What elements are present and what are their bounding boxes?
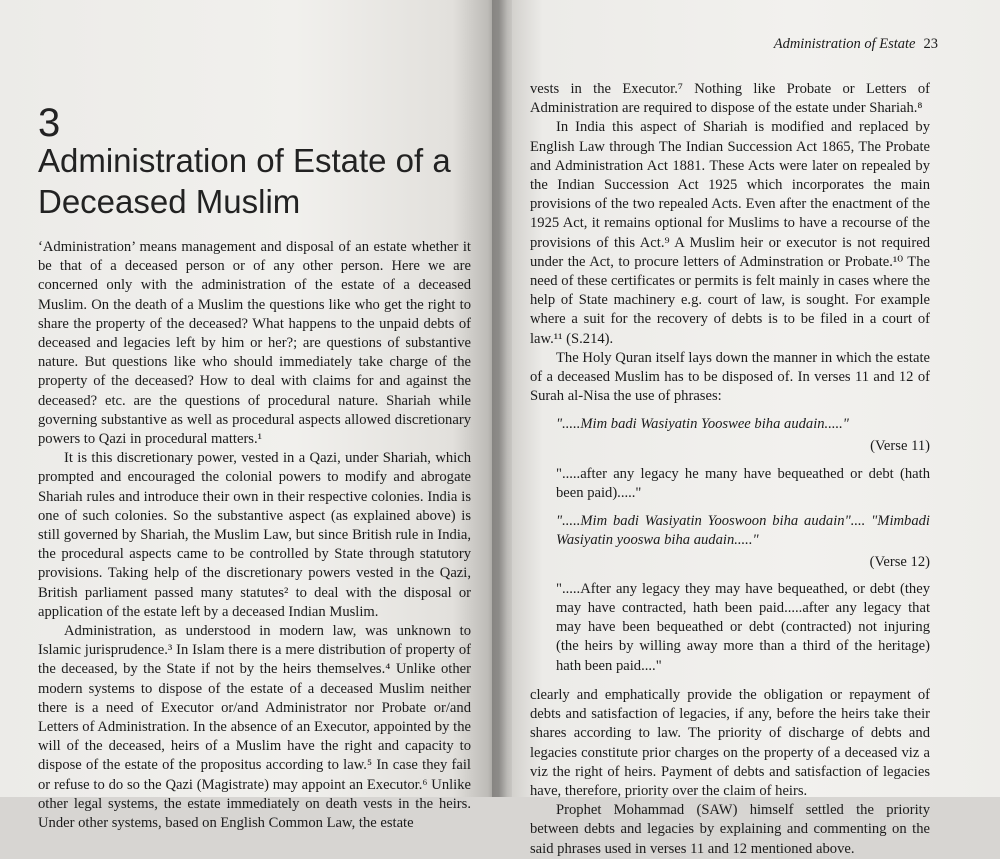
paragraph: Prophet Mohammad (SAW) himself settled the priority between debts and legacies by explaining and commenting on the said phrases used in verses 11 and 12 mentioned above. [530,802,930,857]
running-head-title: Administration of Estate [773,36,916,52]
paragraph: The Holy Quran itself lays down the manner in which the estate of a deceased Muslim has to be disposed of. In verses 11 and 12 of Surah al-Nisa the use of phrases: [530,349,930,405]
running-header [774,36,938,53]
quote-verse-12-arabic: ".....Mim badi Wasiyatin Yooswoon biha audain".... "Mimbadi Wasiyatin yooswa biha audain....." [556,513,930,549]
page-number: 23 [923,36,938,52]
paragraph: ‘Administration’ means management and disposal of an estate whether it be that of a deceased person or of any other person. Here we are concerned only with the administration of the estate of a deceased Muslim. On the death of a Muslim the questions like who get the right to share the property of the deceased? What happens to the unpaid debts of deceased and legacies left by him or her?; are questions of substantive nature. But questions like who should immediately take charge of the property of the deceased? How to deal with claims for and against the deceased? etc. are the questions of procedural nature. Shariah while governing substantive as well as procedural aspects allowed discretionary powers to Qazi in procedural matters.¹ [38,239,471,448]
right-body-text [530,80,930,859]
chapter-title: Administration of Estate of a Deceased Muslim [38,142,451,220]
paragraph: vests in the Executor.⁷ Nothing like Probate or Letters of Administration are required to dispose of the estate under Shariah.⁸ [530,81,930,117]
paragraph: Administration, as understood in modern law, was unknown to Islamic jurisprudence.³ In Islam there is a mere distribution of property of the deceased, by the State if not by the heirs themselves.⁴ Unlike other modern systems to dispose of the estate of a deceased Muslim neither there is a need of Executor or/and Administrator nor Probate or/and Letters of Administration. In the absence of an Executor, appointed by the will of the deceased, heirs of a Muslim have the right and capacity to dispose of the estate of the propositus according to law.⁵ In case they fail or refuse to do so the Qazi (Magistrate) may appoint an Executor.⁶ Unlike other legal systems, the estate immediately on death vests in the heirs. Under other systems, based on English Common Law, the estate [38,623,471,832]
left-page [0,0,492,832]
right-page [492,0,1000,857]
chapter-number: 3 [38,101,61,145]
paragraph: In India this aspect of Shariah is modified and replaced by English Law through The Indian Succession Act 1865, The Probate and Administration Act 1881. These Acts were later on repealed by the Indian Succession Act 1925 which incorporates the main provisions of the two repealed Acts. Even after the enactment of the 1925 Act, it remains optional for Muslims to have a recourse of the provisions of this Act.⁹ A Muslim heir or executor is not required under the Act, to procure letters of Adminstration or Probate.¹⁰ The need of these certificates or permits is felt mainly in cases where the help of State machinery e.g. court of law, is sought. For example where a suit for the recovery of debts is to be filed in a court of law.¹¹ (S.214). [530,119,930,347]
verse-reference: (Verse 11) [870,437,930,454]
quote-verse-11-translation: ".....after any legacy he many have bequeathed or debt (hath been paid)....." [556,465,930,502]
verse-reference: (Verse 12) [869,553,930,570]
quote-verse-11-arabic: ".....Mim badi Wasiyatin Yooswee biha audain....." [556,416,849,433]
left-body-text [38,238,471,833]
quote-verse-12-translation: ".....After any legacy they may have bequeathed, or debt (they may have contracted, hath been paid.....after any legacy that may have been bequeathed or debt (contracted) not injuring (the heirs by willing away more than a third of the heritage) hath been paid...." [556,580,930,674]
paragraph: It is this discretionary power, vested in a Qazi, under Shariah, which prompted and encouraged the colonial powers to modify and abrogate Shariah rules and introduce their own in their respective colonies. India is one of such colonies. So the substantive aspect (as explained above) is still governed by Shariah, the Muslim Law, but since British rule in India, the procedural aspects came to be controlled by State through statutory provisions. Taking help of the discretionary powers vested in the Qazi, British parliament passed many statutes² to deal with the disposal or application of the estate left by a deceased Indian Muslim. [38,450,471,620]
paragraph: clearly and emphatically provide the obligation or repayment of debts and satisfaction of legacies, if any, before the heirs take their shares according to law. The priority of discharge of debts and legacies constitute prior charges on the property of a deceased viz a viz the right of heirs. Payment of debts and satisfaction of legacies have, therefore, priority over the claim of heirs. [530,686,930,799]
